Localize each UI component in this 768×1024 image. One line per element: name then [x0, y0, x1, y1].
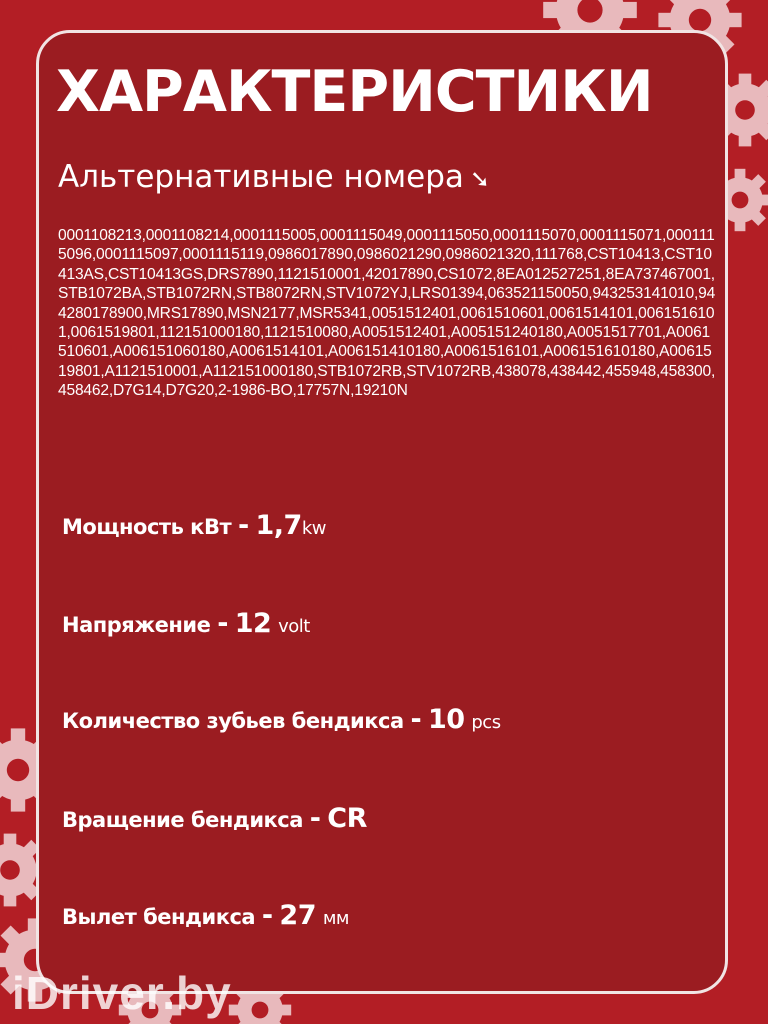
spec-value: 27 — [279, 900, 316, 931]
spec-label: Мощность кВт — [62, 515, 232, 539]
spec-unit: мм — [322, 908, 349, 929]
arrow-down-right-icon: ➘ — [469, 165, 490, 193]
spec-label: Вращение бендикса — [62, 808, 303, 832]
page-title: ХАРАКТЕРИСТИКИ — [56, 59, 653, 125]
spec-dash: - — [309, 803, 321, 834]
spec-unit: kw — [301, 518, 326, 539]
spec-dash: - — [217, 608, 228, 639]
spec-teeth — [62, 706, 501, 733]
spec-overhang — [62, 902, 349, 929]
spec-value: CR — [327, 803, 367, 834]
spec-dash: - — [237, 510, 249, 541]
watermark-logo: iDriver.by — [12, 967, 232, 1019]
spec-dash: - — [410, 704, 422, 735]
spec-value: 10 — [427, 704, 465, 735]
alternative-numbers: 0001108213,0001108214,0001115005,0001115049,0001115050,0001115070,0001115071,0001115096,0001115097,0001115119,0986017890,0986021290,0986021320,111768,CST10413,CST10413AS,CST10413GS,DRS7890,1121510001,42017890,CS1072,8EA012527251,8EA737467001,STB1072BA,STB1072RN,STB8072RN,STV1072YJ,LRS01394,063521150050,943253141010,944280178900,MRS17890,MSN2177,MSR5341,0051512401,0061510601,0061514101,0061516101,0061519801,112151000180,1121510080,A0051512401,A005151240180,A0051517701,A0061510601,A006151060180,A0061514101,A006151410180,A0061516101,A006151610180,A0061519801,A1121510001,A112151000180,STB1072RB,STV1072RB,438078,438442,455948,458300,458462,D7G14,D7G20,2-1986-BO,17757N,19210N — [58, 227, 716, 400]
spec-unit: pcs — [471, 712, 501, 733]
spec-label: Напряжение — [62, 613, 211, 637]
spec-power — [62, 512, 326, 539]
spec-voltage — [62, 610, 310, 637]
spec-label: Вылет бендикса — [62, 905, 256, 929]
spec-rotation — [62, 805, 367, 832]
spec-dash: - — [261, 900, 273, 931]
spec-label: Количество зубьев бендикса — [62, 709, 404, 733]
alternatives-heading — [58, 159, 490, 195]
spec-value: 1,7 — [255, 510, 302, 541]
spec-value: 12 — [234, 608, 272, 639]
spec-unit: volt — [278, 616, 310, 637]
alternatives-label: Альтернативные номера — [58, 159, 464, 195]
